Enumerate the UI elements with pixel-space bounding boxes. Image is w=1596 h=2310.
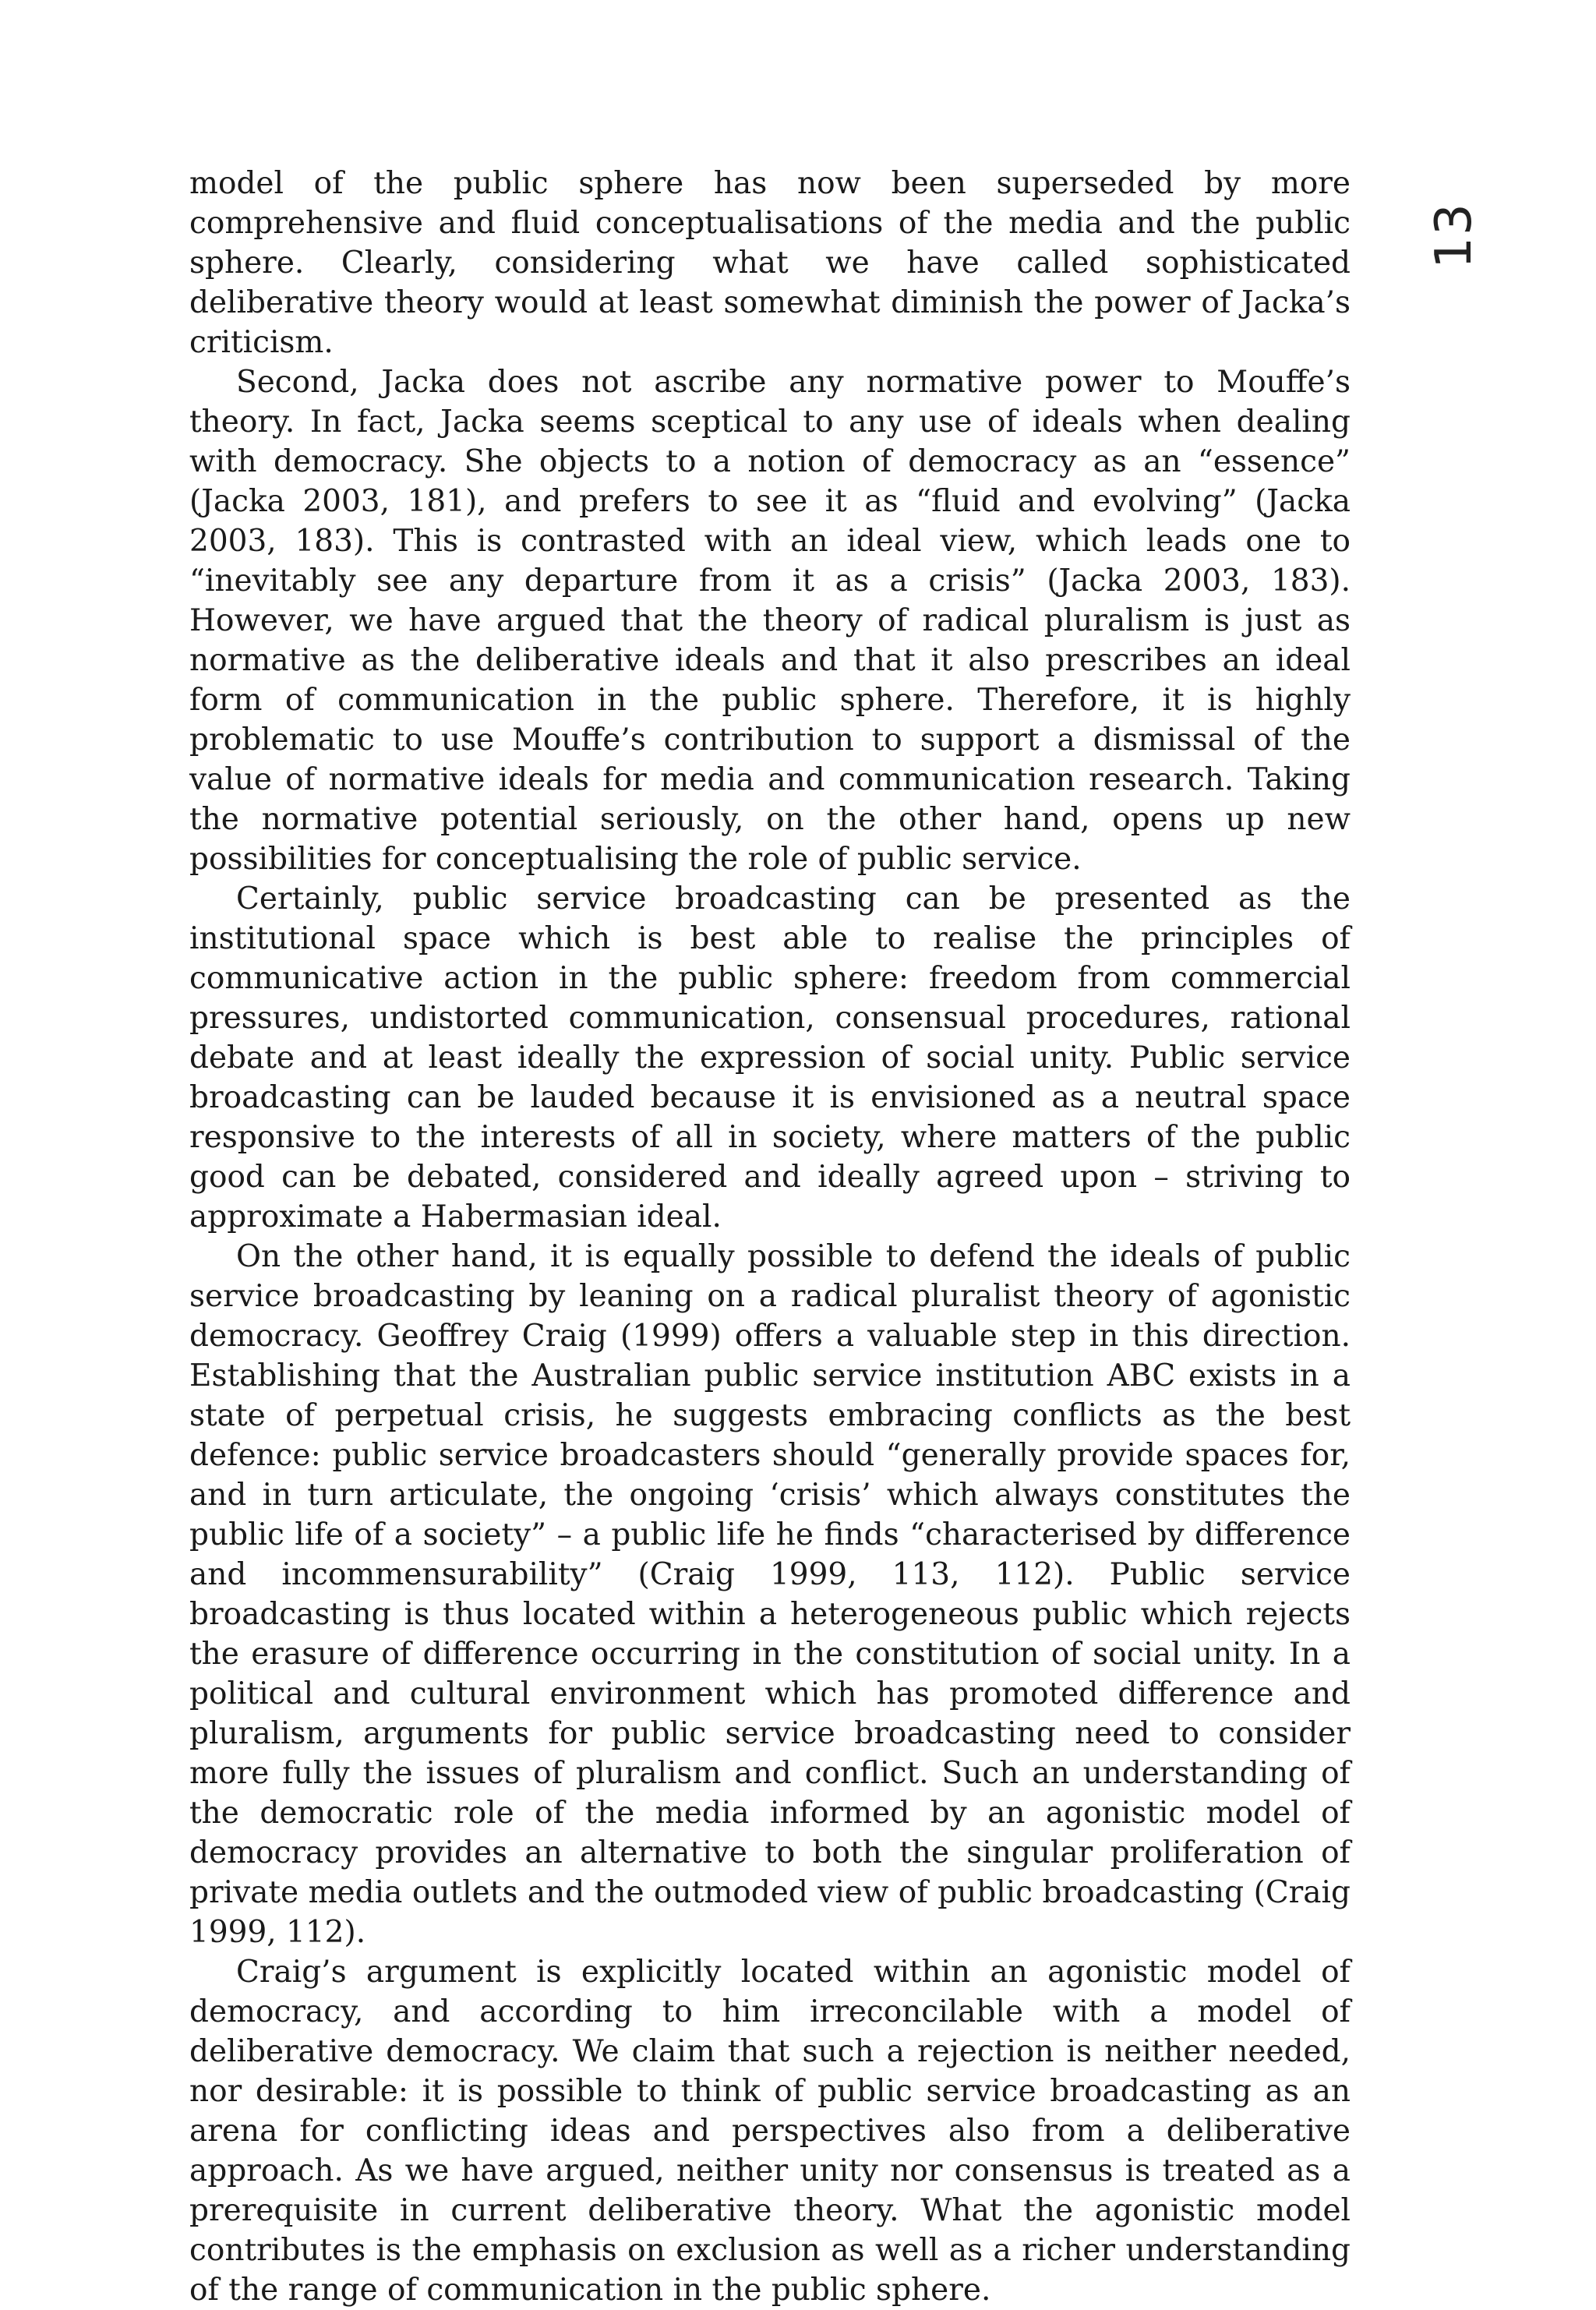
paragraph-jacka-normative: Second, Jacka does not ascribe any normative power to Mouffe’s theory. In fact, Jacka seems sceptical to any use of ideals when dealing with democracy. She objects to a notion of democracy as an “essence” (Jacka 2003, 181), and prefers to see it as “fluid and evolving” (Jacka 2003, 183). This is contrasted with an ideal view, which leads one to “inevitably see any departure from it as a crisis” (Jacka 2003, 183). However, we have argued that the theory of radical pluralism is just as normative as the deliberative ideals and that it also prescribes an ideal form of communication in the public sphere. Therefore, it is highly problematic to use Mouffe’s contribution to support a dismissal of the value of normative ideals for media and communication research. Taking the normative potential seriously, on the other hand, opens up new possibilities for conceptualising the role of public service. <box>189 365 1351 877</box>
body-text <box>189 164 1351 2310</box>
paragraph-deliberative-approach: Craig’s argument is explicitly located within an agonistic model of democracy, and according to him irreconcilable with a model of deliberative democracy. We claim that such a rejection is neither needed, nor desirable: it is possible to think of public service broadcasting as an arena for conflicting ideas and perspectives also from a deliberative approach. As we have argued, neither unity nor consensus is treated as a prerequisite in current deliberative theory. What the agonistic model contributes is the emphasis on exclusion as well as a richer understanding of the range of communication in the public sphere. <box>189 1955 1351 2308</box>
paragraph-habermasian-ideal: Certainly, public service broadcasting can be presented as the institutional space which is best able to realise the principles of communicative action in the public sphere: freedom from commercial pressures, undistorted communication, consensual procedures, rational debate and at least ideally the expression of social unity. Public service broadcasting can be lauded because it is envisioned as a neutral space responsive to the interests of all in society, where matters of the public good can be debated, considered and ideally agreed upon – striving to approximate a Habermasian ideal. <box>189 881 1351 1234</box>
paragraph-continuation: model of the public sphere has now been superseded by more comprehensive and fluid conceptualisations of the media and the public sphere. Clearly, considering what we have called sophisticated deliberative theory would at least somewhat diminish the power of Jacka’s criticism. <box>189 166 1351 360</box>
page-number: 13 <box>1425 202 1483 269</box>
paragraph-craig-agonistic: On the other hand, it is equally possible to defend the ideals of public service broadcasting by leaning on a radical pluralist theory of agonistic democracy. Geoffrey Craig (1999) offers a valuable step in this direction. Establishing that the Australian public service institution ABC exists in a state of perpetual crisis, he suggests embracing conflicts as the best defence: public service broadcasters should “generally provide spaces for, and in turn articulate, the ongoing ‘crisis’ which always constitutes the public life of a society” – a public life he finds “characterised by difference and incommensurability” (Craig 1999, 113, 112). Public service broadcasting is thus located within a heterogeneous public which rejects the erasure of difference occurring in the constitution of social unity. In a political and cultural environment which has promoted difference and pluralism, arguments for public service broadcasting need to consider more fully the issues of pluralism and conflict. Such an understanding of the democratic role of the media informed by an agonistic model of democracy provides an alternative to both the singular proliferation of private media outlets and the outmoded view of public broadcasting (Craig 1999, 112). <box>189 1239 1351 1950</box>
